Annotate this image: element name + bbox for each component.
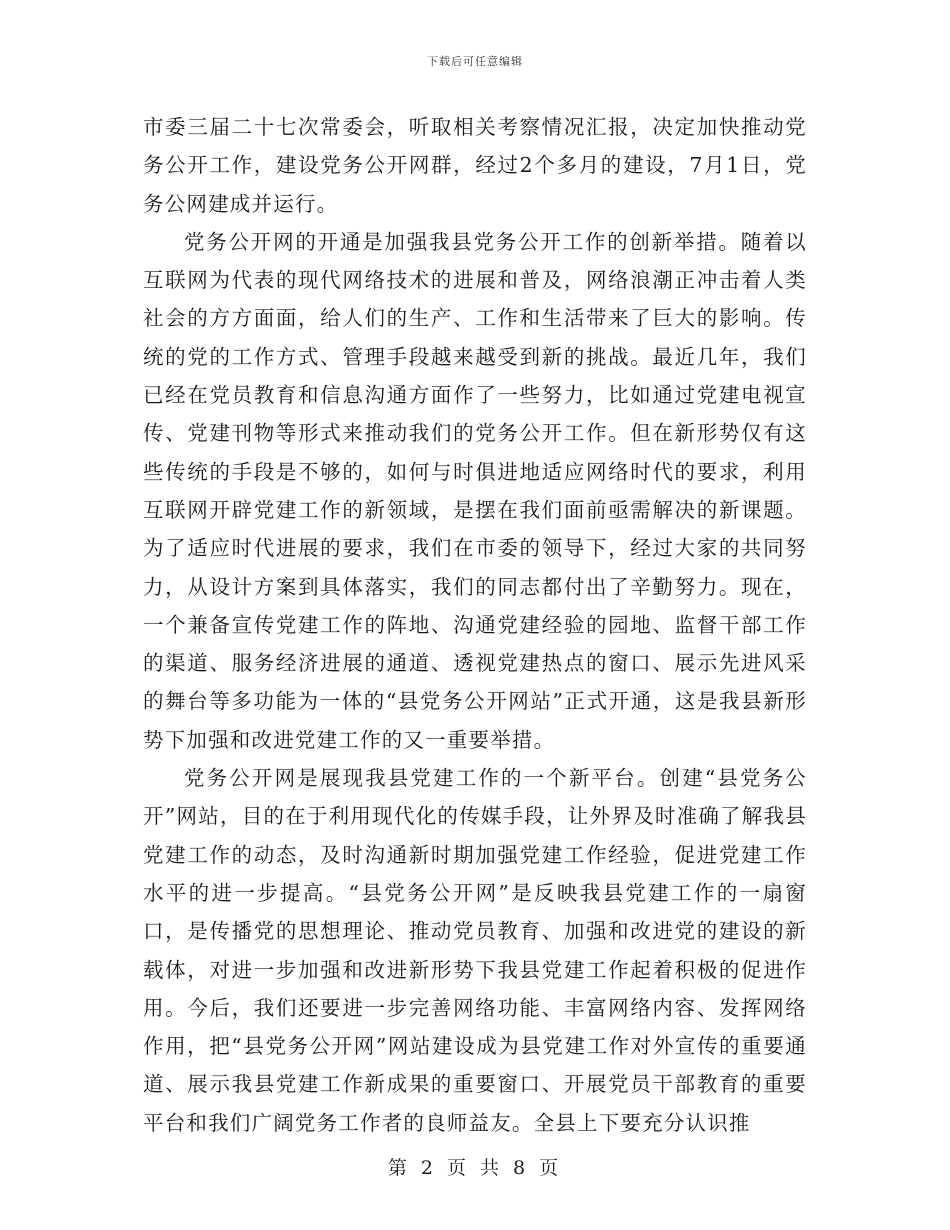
paragraph-2: 党务公开网的开通是加强我县党务公开工作的创新举措。随着以互联网为代表的现代网络技术的进展和普及，网络浪潮正冲击着人类社会的方方面面，给人们的生产、工作和生活带来了巨大的影响。传统的党的工作方式、管理手段越来越受到新的挑战。最近几年，我们已经在党员教育和信息沟通方面作了一些努力，比如通过党建电视宣传、党建刊物等形式来推动我们的党务公开工作。但在新形势仅有这些传统的手段是不够的，如何与时俱进地适应网络时代的要求，利用互联网开辟党建工作的新领域，是摆在我们面前亟需解决的新课题。为了适应时代进展的要求，我们在市委的领导下，经过大家的共同努力，从设计方案到具体落实，我们的同志都付出了辛勤努力。现在，一个兼备宣传党建工作的阵地、沟通党建经验的园地、监督干部工作的渠道、服务经济进展的通道、透视党建热点的窗口、展示先进风采的舞台等多功能为一体的“县党务公开网站”正式开通，这是我县新形势下加强和改进党建工作的又一重要举措。 bbox=[143, 229, 807, 752]
page-header-note: 下载后可任意编辑 bbox=[427, 55, 523, 68]
page-number-footer: 第 2 页 共 8 页 bbox=[387, 1157, 563, 1179]
document-body bbox=[143, 108, 807, 1142]
paragraph-1: 市委三届二十七次常委会，听取相关考察情况汇报，决定加快推动党务公开工作，建设党务公开网群，经过2个多月的建设，7月1日，党务公网建成并运行。 bbox=[143, 115, 807, 216]
paragraph-3: 党务公开网是展现我县党建工作的一个新平台。创建“县党务公开”网站，目的在于利用现代化的传媒手段，让外界及时准确了解我县党建工作的动态，及时沟通新时期加强党建工作经验，促进党建工作水平的进一步提高。“县党务公开网”是反映我县党建工作的一扇窗口，是传播党的思想理论、推动党员教育、加强和改进党的建设的新载体，对进一步加强和改进新形势下我县党建工作起着积极的促进作用。今后，我们还要进一步完善网络功能、丰富网络内容、发挥网络作用，把“县党务公开网”网站建设成为县党建工作对外宣传的重要通道、展示我县党建工作新成果的重要窗口、开展党员干部教育的重要平台和我们广阔党务工作者的良师益友。全县上下要充分认识推 bbox=[143, 766, 807, 1135]
